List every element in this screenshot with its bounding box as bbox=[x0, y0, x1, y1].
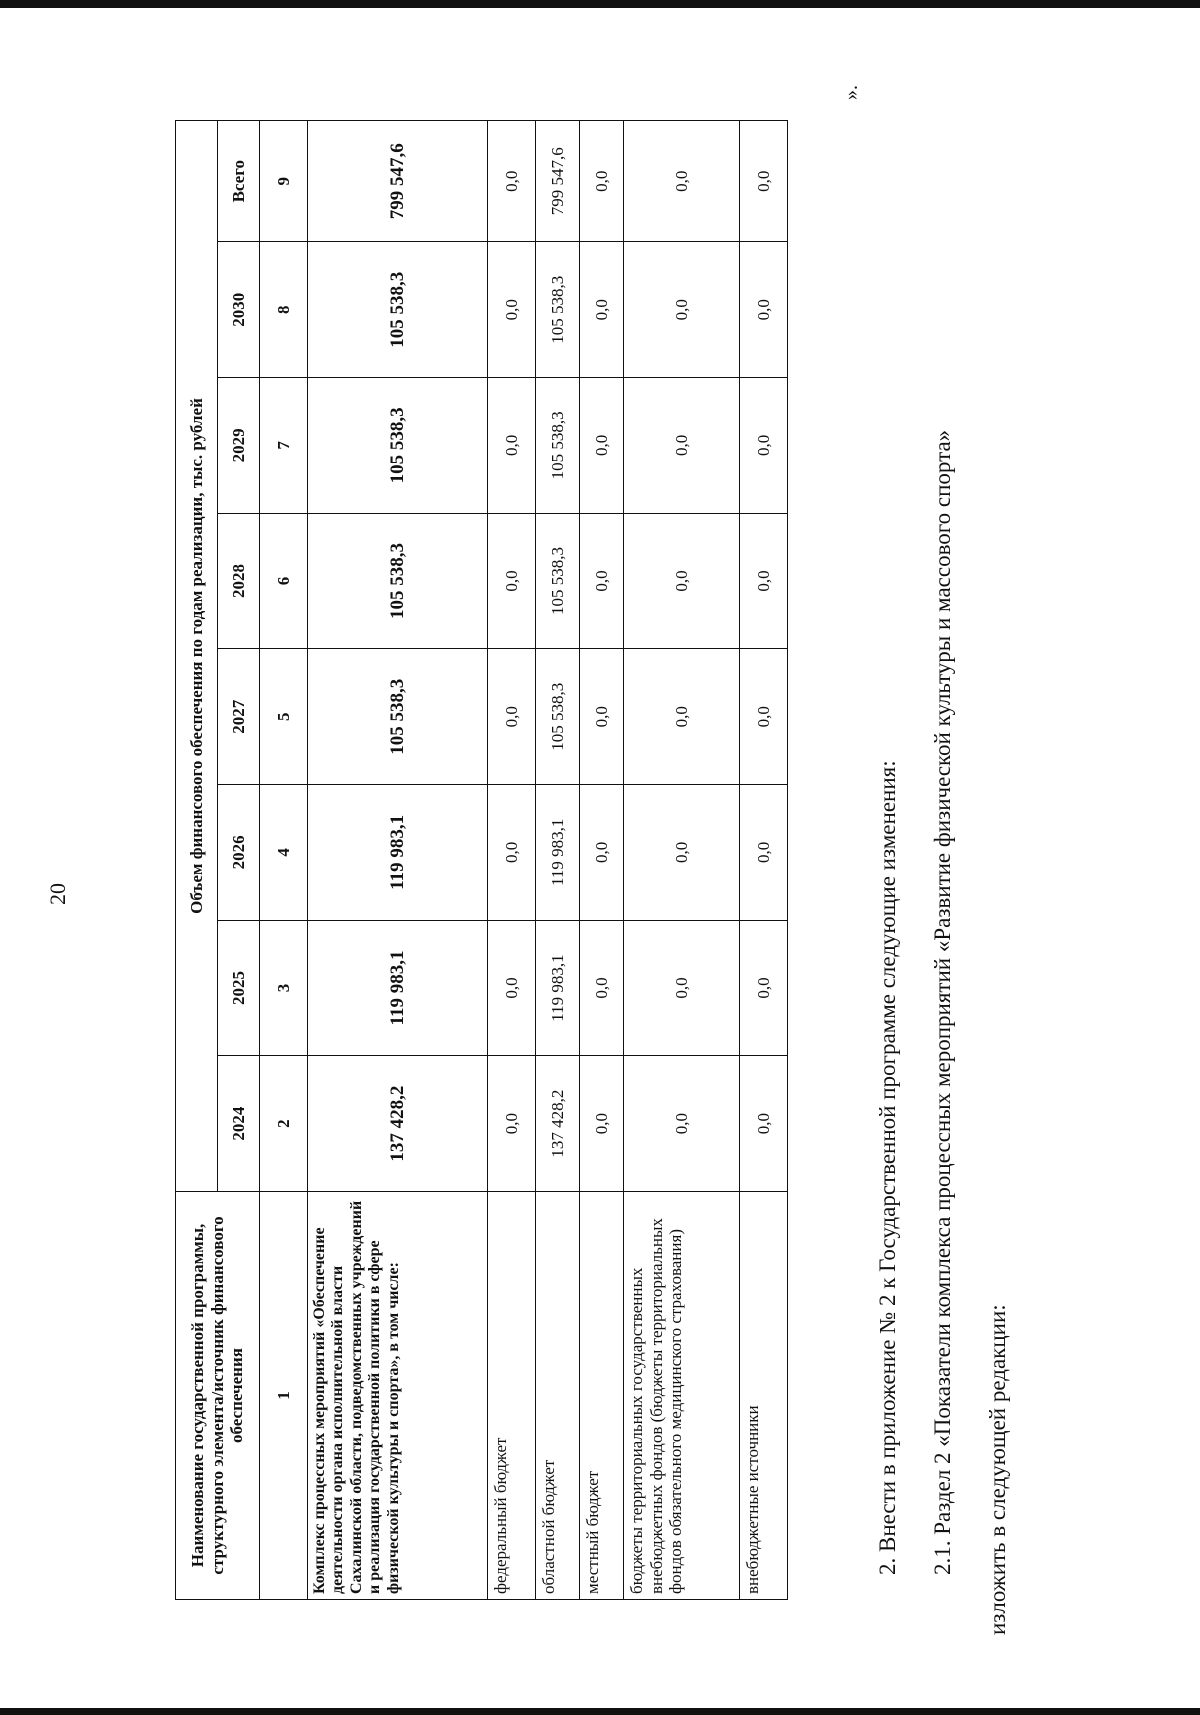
cell-value: 799 547,6 bbox=[536, 121, 580, 242]
cell-value: 0,0 bbox=[488, 1056, 536, 1192]
page-number: 20 bbox=[45, 883, 70, 905]
cell-value: 0,0 bbox=[624, 242, 740, 378]
cell-value: 105 538,3 bbox=[308, 378, 488, 514]
cell-value: 105 538,3 bbox=[308, 649, 488, 785]
cell-value: 0,0 bbox=[488, 513, 536, 649]
col-number: 9 bbox=[260, 121, 308, 242]
paragraph-amendment-2: 2. Внести в приложение № 2 к Государственной программе следующие изменения: bbox=[875, 760, 900, 1575]
cell-value: 105 538,3 bbox=[536, 513, 580, 649]
col-number: 3 bbox=[260, 920, 308, 1056]
col-number: 4 bbox=[260, 785, 308, 921]
cell-value: 105 538,3 bbox=[308, 242, 488, 378]
cell-value: 0,0 bbox=[580, 785, 624, 921]
cell-value: 119 983,1 bbox=[308, 785, 488, 921]
cell-value: 0,0 bbox=[624, 1056, 740, 1192]
header-year-2026: 2026 bbox=[218, 785, 260, 921]
header-name-col: Наименование государственной программы, структурного элемента/источник финансового обеспечения bbox=[176, 1192, 260, 1600]
cell-value: 119 983,1 bbox=[308, 920, 488, 1056]
col-number: 1 bbox=[260, 1192, 308, 1600]
cell-value: 0,0 bbox=[740, 513, 788, 649]
cell-value: 0,0 bbox=[580, 242, 624, 378]
cell-value: 0,0 bbox=[488, 785, 536, 921]
cell-value: 0,0 bbox=[624, 121, 740, 242]
header-group-title: Объем финансового обеспечения по годам реализации, тыс. рублей bbox=[176, 121, 218, 1192]
cell-value: 0,0 bbox=[488, 121, 536, 242]
cell-value: 0,0 bbox=[580, 920, 624, 1056]
header-year-2029: 2029 bbox=[218, 378, 260, 514]
cell-value: 0,0 bbox=[740, 920, 788, 1056]
paragraph-continuation: изложить в следующей редакции: bbox=[985, 1304, 1010, 1635]
paragraph-amendment-2-1: 2.1. Раздел 2 «Показатели комплекса процессных мероприятий «Развитие физической культуры и массового спорта» bbox=[930, 429, 955, 1575]
cell-value: 0,0 bbox=[624, 649, 740, 785]
cell-value: 105 538,3 bbox=[536, 378, 580, 514]
cell-value: 0,0 bbox=[624, 920, 740, 1056]
header-total: Всего bbox=[218, 121, 260, 242]
cell-value: 0,0 bbox=[488, 242, 536, 378]
cell-value: 137 428,2 bbox=[536, 1056, 580, 1192]
cell-value: 0,0 bbox=[488, 920, 536, 1056]
header-year-2025: 2025 bbox=[218, 920, 260, 1056]
col-number: 5 bbox=[260, 649, 308, 785]
row-name-regional: областной бюджет bbox=[536, 1192, 580, 1600]
financing-table bbox=[175, 120, 788, 1600]
cell-value: 0,0 bbox=[740, 649, 788, 785]
header-year-2027: 2027 bbox=[218, 649, 260, 785]
header-year-2028: 2028 bbox=[218, 513, 260, 649]
cell-value: 119 983,1 bbox=[536, 920, 580, 1056]
cell-value: 799 547,6 bbox=[308, 121, 488, 242]
cell-value: 0,0 bbox=[580, 378, 624, 514]
row-name-program: Комплекс процессных мероприятий «Обеспечение деятельности органа исполнительной власти Сахалинской области, подведомственных учреждений и реализация государственной политики в сфере физической культуры и спорта», в том числе: bbox=[308, 1192, 488, 1600]
cell-value: 0,0 bbox=[740, 1056, 788, 1192]
cell-value: 0,0 bbox=[624, 513, 740, 649]
cell-value: 0,0 bbox=[740, 378, 788, 514]
cell-value: 105 538,3 bbox=[536, 649, 580, 785]
col-number: 8 bbox=[260, 242, 308, 378]
cell-value: 0,0 bbox=[488, 649, 536, 785]
col-number: 2 bbox=[260, 1056, 308, 1192]
cell-value: 105 538,3 bbox=[536, 242, 580, 378]
header-year-2024: 2024 bbox=[218, 1056, 260, 1192]
col-number: 7 bbox=[260, 378, 308, 514]
cell-value: 0,0 bbox=[580, 121, 624, 242]
cell-value: 0,0 bbox=[580, 1056, 624, 1192]
row-name-local: местный бюджет bbox=[580, 1192, 624, 1600]
cell-value: 0,0 bbox=[624, 378, 740, 514]
cell-value: 0,0 bbox=[740, 785, 788, 921]
col-number: 6 bbox=[260, 513, 308, 649]
row-name-extrabudget-funds: бюджеты территориальных государственных внебюджетных фондов (бюджеты территориальных фондов обязательного медицинского страхования) bbox=[624, 1192, 740, 1600]
header-year-2030: 2030 bbox=[218, 242, 260, 378]
row-name-nonbudget: внебюджетные источники bbox=[740, 1192, 788, 1600]
cell-value: 0,0 bbox=[488, 378, 536, 514]
cell-value: 137 428,2 bbox=[308, 1056, 488, 1192]
cell-value: 0,0 bbox=[580, 649, 624, 785]
cell-value: 0,0 bbox=[740, 242, 788, 378]
cell-value: 0,0 bbox=[580, 513, 624, 649]
cell-value: 119 983,1 bbox=[536, 785, 580, 921]
closing-quote-mark: ». bbox=[840, 85, 862, 100]
cell-value: 105 538,3 bbox=[308, 513, 488, 649]
row-name-federal: федеральный бюджет bbox=[488, 1192, 536, 1600]
cell-value: 0,0 bbox=[624, 785, 740, 921]
cell-value: 0,0 bbox=[740, 121, 788, 242]
